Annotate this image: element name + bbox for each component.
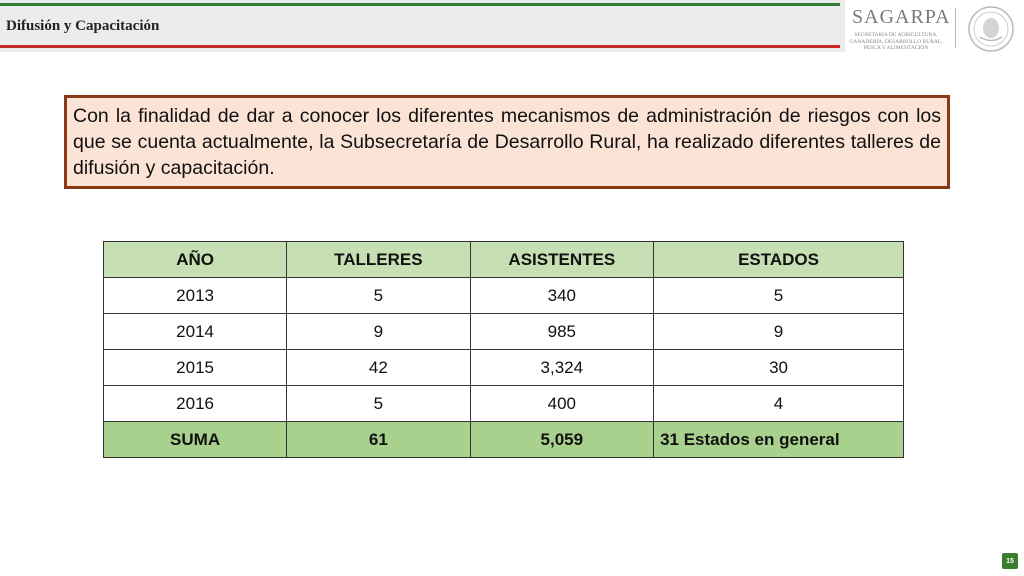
table-cell: 9: [287, 314, 470, 350]
header-red-line: [0, 45, 840, 48]
table-cell: 985: [470, 314, 654, 350]
page-number: 15: [1002, 553, 1018, 569]
table-row: [104, 350, 904, 386]
sagarpa-logo: [848, 6, 952, 56]
logo-name: SAGARPA: [852, 6, 951, 28]
total-asistentes: 5,059: [470, 422, 654, 458]
logo-divider: [955, 8, 956, 48]
total-estados: 31 Estados en general: [654, 422, 904, 458]
table-cell: 5: [287, 386, 470, 422]
column-header: AÑO: [104, 242, 287, 278]
table-cell: 4: [654, 386, 904, 422]
table-cell: 400: [470, 386, 654, 422]
table-row: [104, 278, 904, 314]
intro-text-box: Con la finalidad de dar a conocer los diferentes mecanismos de administración de riesgos con los que se cuenta actualmente, la Subsecretaría de Desarrollo Rural, ha realizado diferentes talleres de difusión y capacitación.: [64, 95, 950, 189]
table-cell: 30: [654, 350, 904, 386]
table-cell: 2013: [104, 278, 287, 314]
table-cell: 2014: [104, 314, 287, 350]
section-title: Difusión y Capacitación: [6, 18, 160, 34]
column-header: ESTADOS: [654, 242, 904, 278]
table-row: [104, 386, 904, 422]
table-cell: 340: [470, 278, 654, 314]
table-cell: 2015: [104, 350, 287, 386]
total-talleres: 61: [287, 422, 470, 458]
table-cell: 9: [654, 314, 904, 350]
header-green-line: [0, 3, 840, 6]
column-header: TALLERES: [287, 242, 470, 278]
total-label: SUMA: [104, 422, 287, 458]
table-total-row: [104, 422, 904, 458]
logo-subtitle: SECRETARÍA DE AGRICULTURA, GANADERÍA, DESARROLLO RURAL, PESCA Y ALIMENTACIÓN: [849, 32, 943, 51]
table-cell: 5: [287, 278, 470, 314]
column-header: ASISTENTES: [470, 242, 654, 278]
table-row: [104, 314, 904, 350]
table-cell: 5: [654, 278, 904, 314]
workshops-table: [103, 241, 904, 458]
table-cell: 42: [287, 350, 470, 386]
table-cell: 2016: [104, 386, 287, 422]
table-cell: 3,324: [470, 350, 654, 386]
table-header-row: [104, 242, 904, 278]
national-seal-icon: [966, 4, 1016, 54]
